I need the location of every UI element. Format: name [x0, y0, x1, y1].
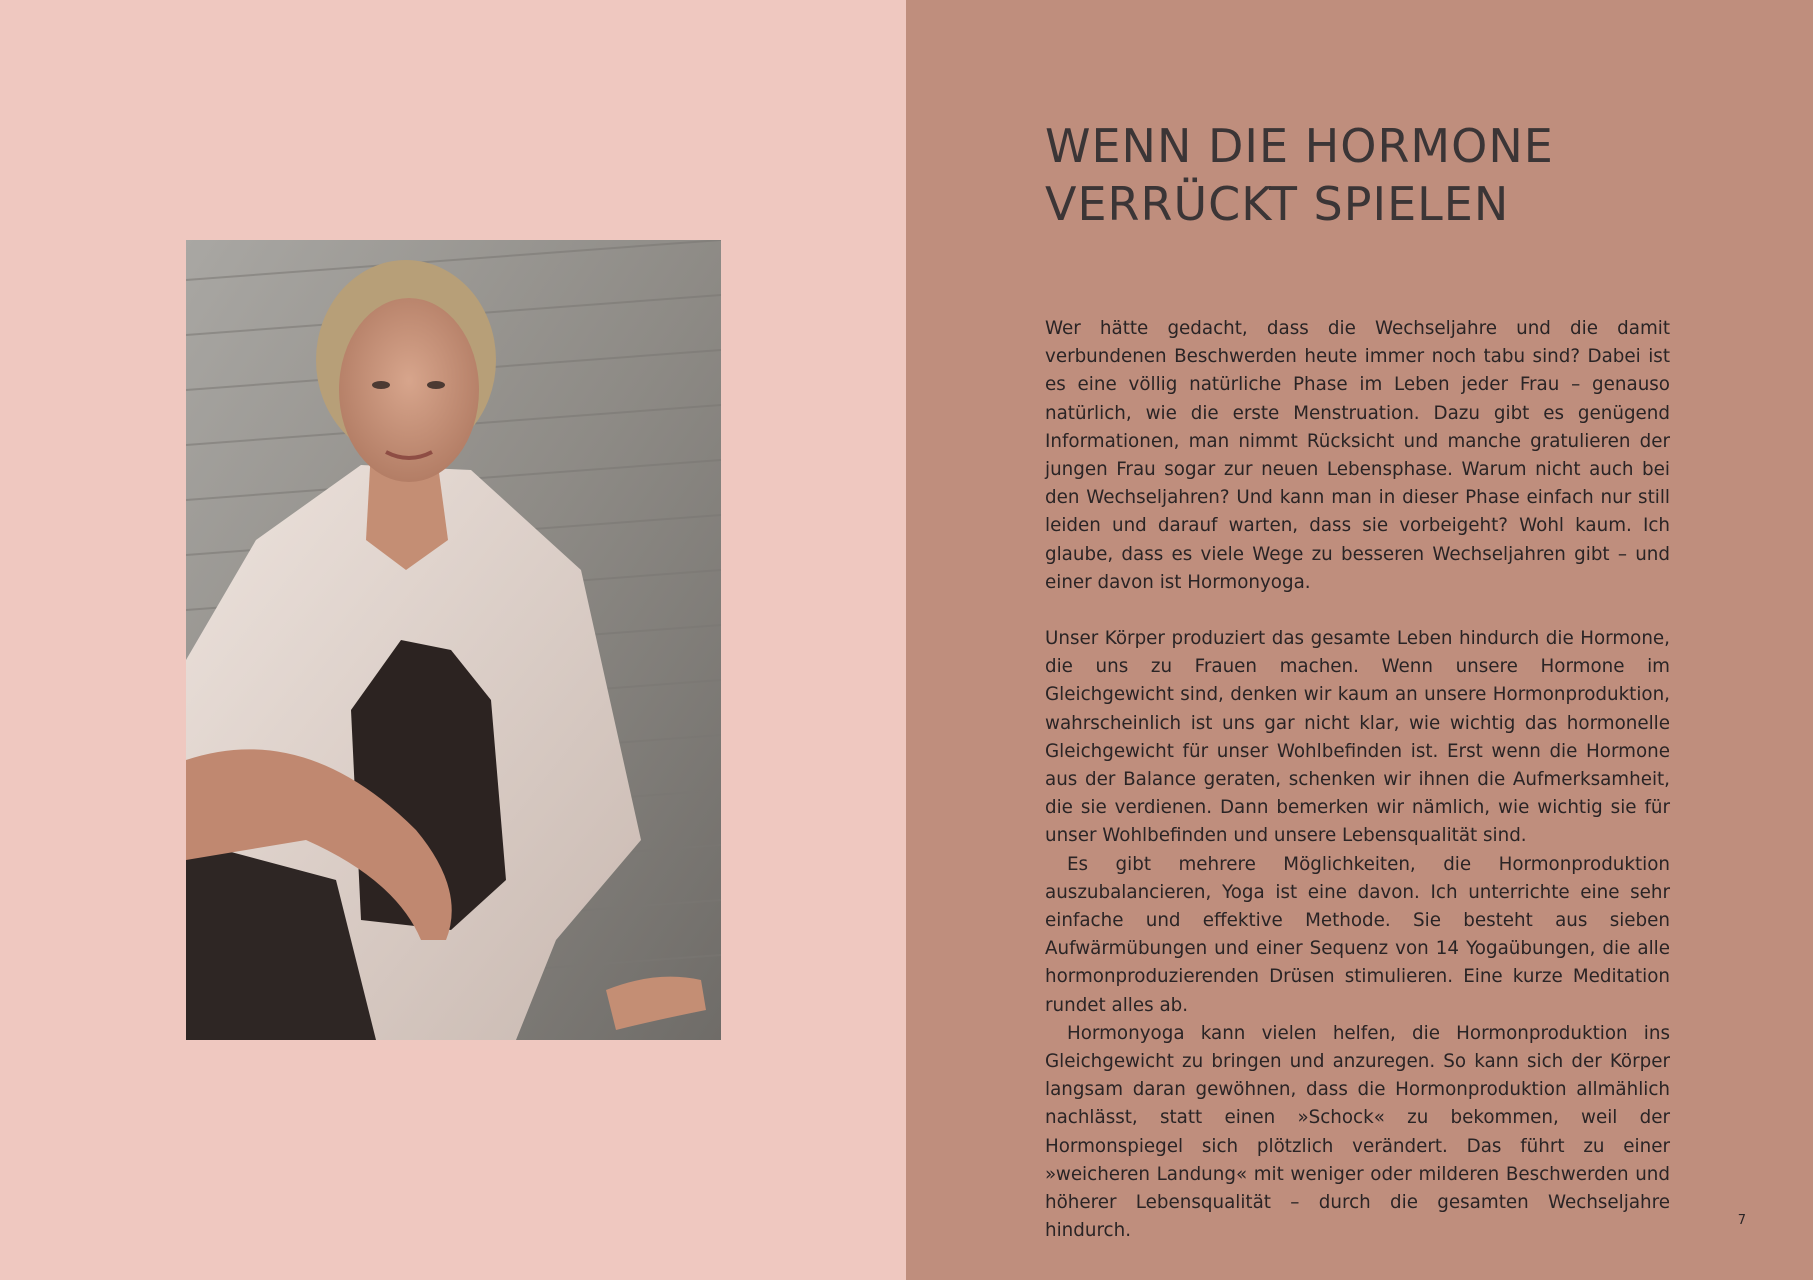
- paragraph: Hormonyoga kann vielen helfen, die Hormonproduktion ins Gleichgewicht zu bringen und anzuregen. So kann sich der Körper langsam daran gewöhnen, dass die Hormonproduktion allmählich nachlässt, statt einen »Schock« zu bekommen, weil der Hormonspiegel sich plötzlich verändert. Das führt zu einer »weicheren Landung« mit weniger oder milderen Beschwerden und höherer Lebensqualität – durch die gesamten Wechseljahre hindurch.: [1045, 1022, 1670, 1242]
- paragraph: Wer hätte gedacht, dass die Wechseljahre und die damit verbundenen Beschwerden heute immer noch tabu sind? Dabei ist es eine völlig natürliche Phase im Leben jeder Frau – genauso natürlich, wie die erste Menstruation. Dazu gibt es genügend Informationen, man nimmt Rücksicht und manche gratulieren der jungen Frau sogar zur neuen Lebensphase. Warum nicht auch bei den Wechseljahren? Und kann man in dieser Phase einfach nur still leiden und darauf warten, dass sie vorbeigeht? Wohl kaum. Ich glaube, dass es viele Wege zu besseren Wechseljahren gibt – und einer davon ist Hormonyoga.: [1045, 318, 1670, 593]
- right-page: [906, 0, 1813, 1280]
- page-number: 7: [1737, 1213, 1746, 1228]
- body-text: [1045, 315, 1670, 1246]
- paragraph: Es gibt mehrere Möglichkeiten, die Hormonproduktion auszubalancieren, Yoga ist eine davon. Ich unterrichte eine sehr einfache und effektive Methode. Sie besteht aus sieben Aufwärmübungen und einer Sequenz von 14 Yogaübungen, die alle hormonproduzierenden Drüsen stimulieren. Eine kurze Meditation rundet alles ab.: [1045, 853, 1670, 1016]
- chapter-heading: WENN DIE HORMONE VERRÜCKT SPIELEN: [1045, 119, 1554, 231]
- left-page: [0, 0, 906, 1280]
- portrait-photo: [186, 240, 721, 1040]
- paragraph: Unser Körper produziert das gesamte Leben hindurch die Hormone, die uns zu Frauen machen. Wenn unsere Hormone im Gleichgewicht sind, denken wir kaum an unsere Hormonproduktion, wahrscheinlich ist uns gar nicht klar, wie wichtig das hormonelle Gleichgewicht für unser Wohlbefinden ist. Erst wenn die Hormone aus der Balance geraten, schenken wir ihnen die Aufmerksamheit, die sie verdienen. Dann bemerken wir nämlich, wie wichtig sie für unser Wohlbefinden und unsere Lebensqualität sind.: [1045, 628, 1670, 847]
